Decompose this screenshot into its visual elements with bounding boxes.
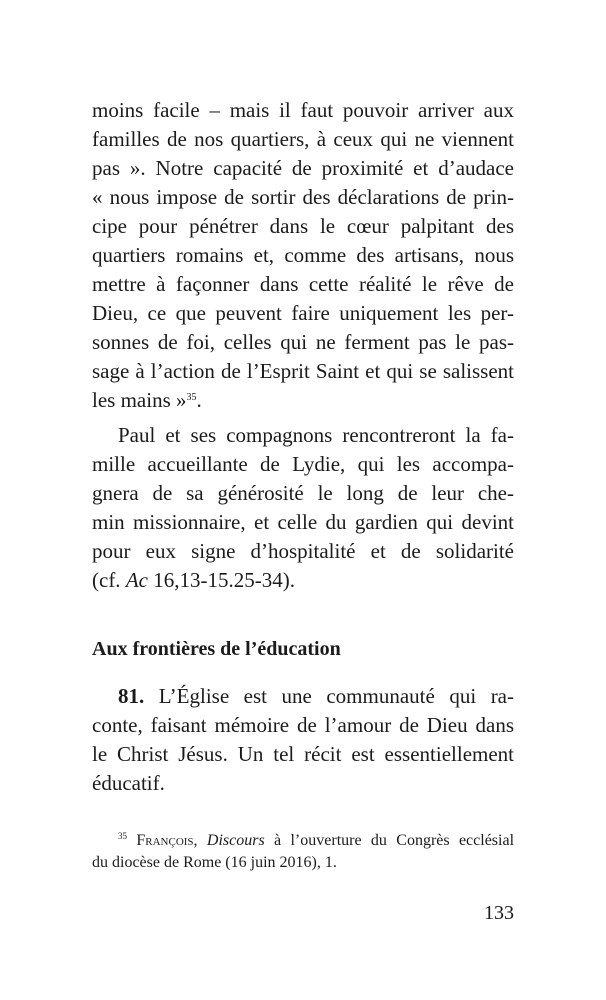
text-line <box>92 386 514 415</box>
footnote <box>92 830 514 874</box>
paragraph-81 <box>92 682 514 798</box>
section-heading: Aux frontières de l’éducation <box>92 638 341 660</box>
text-line: « nous impose de sortir des déclarations de prin- <box>92 185 514 209</box>
footnote-number: 35 <box>118 831 127 841</box>
text-fragment: . <box>196 388 202 412</box>
text-line: le Christ Jésus. Un tel récit est essentiellement <box>92 742 514 766</box>
scripture-reference-line <box>92 566 514 595</box>
text-line: conte, faisant mémoire de l’amour de Dieu dans <box>92 713 514 737</box>
text-line: mille accueillante de Lydie, qui les accompa- <box>92 452 514 476</box>
paragraph-2 <box>92 421 514 595</box>
footnote-reference: 35 <box>186 392 197 403</box>
footnote-line: du diocèse de Rome (16 juin 2016), 1. <box>92 854 337 871</box>
text-line: familles de nos quartiers, à ceux qui ne viennent <box>92 127 514 151</box>
text-line: Paul et ses compagnons rencontreront la fa- <box>118 423 514 447</box>
text-line <box>92 682 514 711</box>
text-fragment: (cf. <box>92 568 126 592</box>
paragraph-1 <box>92 96 514 415</box>
text-line: éducatif. <box>92 771 165 795</box>
footnote-work: Discours <box>206 832 265 849</box>
text-line: quartiers romains et, comme des artisans, nous <box>92 243 514 267</box>
text-line: Dieu, ce que peuvent faire uniquement les per- <box>92 301 514 325</box>
text-line: sage à l’action de l’Esprit Saint et qui se salissent <box>92 359 514 383</box>
text-fragment: les mains » <box>92 388 187 412</box>
text-fragment: L’Église est une communauté qui ra- <box>144 684 514 708</box>
paragraph-number: 81. <box>118 684 145 708</box>
text-line: moins facile – mais il faut pouvoir arriver aux <box>92 98 514 122</box>
text-line: sonnes de foi, celles qui ne ferment pas le pas- <box>92 330 514 354</box>
text-line: min missionnaire, et celle du gardien qui devint <box>92 510 514 534</box>
text-line: gnera de sa générosité le long de leur che- <box>92 481 514 505</box>
footnote-author: François, <box>136 832 198 849</box>
text-line: cipe pour pénétrer dans le cœur palpitant des <box>92 214 514 238</box>
page-number: 133 <box>484 902 514 924</box>
book-abbreviation: Ac <box>125 568 148 592</box>
text-line: pour eux signe d’hospitalité et de solidarité <box>92 539 514 563</box>
footnote-line <box>92 830 514 852</box>
text-fragment: 16,13-15.25-34). <box>147 568 295 592</box>
page-body <box>92 96 514 798</box>
text-line: mettre à façonner dans cette réalité le rêve de <box>92 272 514 296</box>
text-line: pas ». Notre capacité de proximité et d’audace <box>92 156 514 180</box>
text-fragment: à l’ouverture du Congrès ecclésial <box>264 832 515 849</box>
